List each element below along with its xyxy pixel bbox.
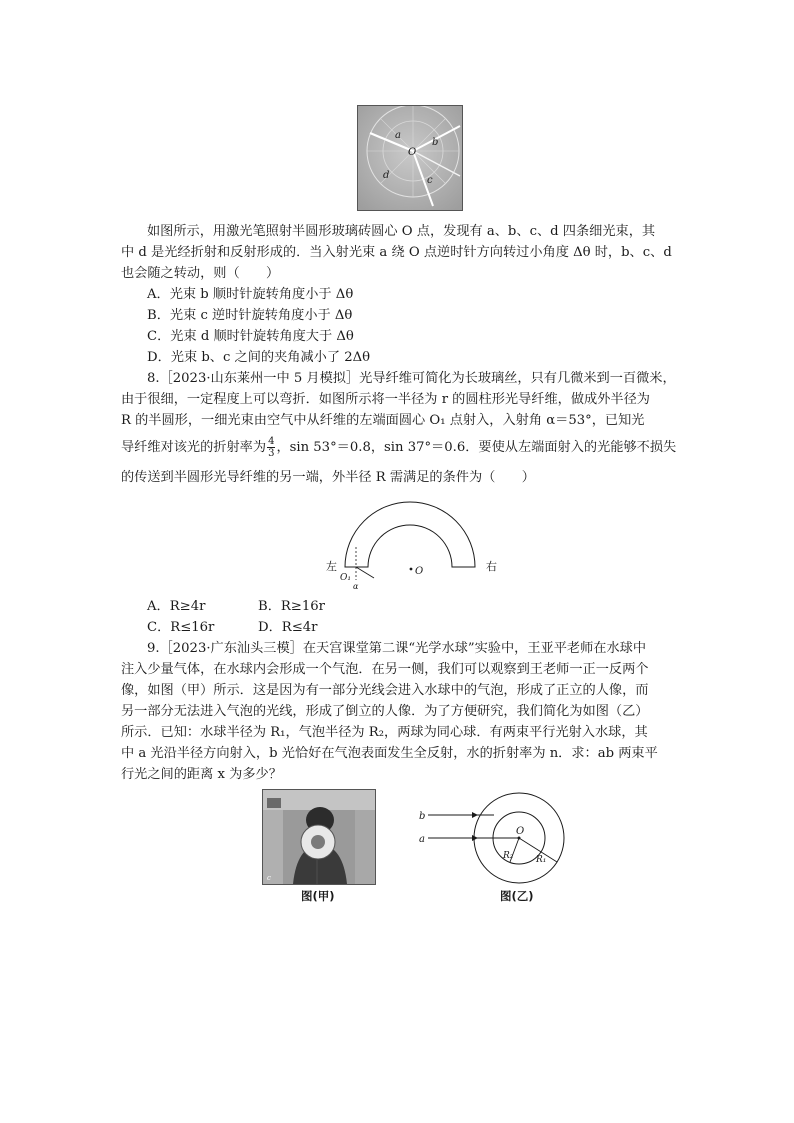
q9-figure-yi-svg bbox=[414, 792, 574, 884]
q8-stem-line-1: 8.［2023·山东莱州一中 5 月模拟］光导纤维可简化为长玻璃丝，只有几微米到一百微米， bbox=[147, 371, 676, 386]
q8-option-d: D．R≤4r bbox=[258, 620, 318, 635]
q9-stem-line-2: 注入少量气体，在水球内会形成一个气泡．在另一侧，我们可以观察到王老师一正一反两个 bbox=[121, 662, 649, 677]
q7-label-O: O bbox=[408, 147, 417, 158]
q7-figure-photo bbox=[357, 105, 463, 211]
q9-stem-line-4: 另一部分无法进入气泡的光线，形成了倒立的人像．为了方便研究，我们简化为如图（乙） bbox=[121, 704, 649, 719]
q7-option-d: D．光束 b、c 之间的夹角减小了 2Δθ bbox=[147, 350, 371, 365]
q9-stem-line-7: 行光之间的距离 x 为多少？ bbox=[121, 767, 282, 782]
q9-caption-jia: 图(甲) bbox=[301, 889, 335, 903]
q7-label-a: a bbox=[395, 130, 401, 141]
q9-label-R2: R₂ bbox=[503, 851, 514, 861]
q8-label-O1: O₁ bbox=[340, 573, 351, 583]
q9-stem-line-5: 所示．已知：水球半径为 R₁，气泡半径为 R₂，两球为同心球．有两束平行光射入水球，其 bbox=[121, 725, 648, 740]
q7-stem-line-3: 也会随之转动，则（ ） bbox=[121, 266, 280, 281]
q7-label-d: d bbox=[383, 170, 390, 181]
q9-photo-panel-left bbox=[263, 810, 283, 884]
q7-label-b: b bbox=[432, 137, 439, 148]
q8-figure-svg bbox=[310, 492, 510, 592]
q8-option-a: A．R≥4r bbox=[147, 599, 206, 614]
q9-stem-line-3: 像，如图（甲）所示．这是因为有一部分光线会进入水球中的气泡，形成了正立的人像，而 bbox=[121, 683, 649, 698]
q8-option-b: B．R≥16r bbox=[258, 599, 325, 614]
q7-stem-line-1: 如图所示，用激光笔照射半圆形玻璃砖圆心 O 点，发现有 a、b、c、d 四条细光束，其 bbox=[147, 224, 656, 239]
q8-stem-line-2: 由于很细，一定程度上可以弯折．如图所示将一半径为 r 的圆柱形光导纤维，做成外半径为 bbox=[121, 392, 650, 407]
q9-figure-jia-photo bbox=[262, 789, 376, 885]
q8-incident-ray bbox=[356, 567, 374, 578]
q7-label-c: c bbox=[427, 175, 433, 186]
q8-label-left: 左 bbox=[326, 560, 337, 573]
q8-label-alpha: α bbox=[353, 582, 359, 591]
q9-ray-a-arrow bbox=[472, 835, 478, 841]
q9-label-R1: R₁ bbox=[536, 855, 547, 865]
q8-stem-line-4a: 导纤维对该光的折射率为 bbox=[121, 440, 267, 455]
q9-photo-device bbox=[267, 798, 281, 808]
q7-option-c: C．光束 d 顺时针旋转角度大于 Δθ bbox=[147, 329, 354, 344]
q8-label-right: 右 bbox=[486, 560, 497, 573]
q7-stem-line-2: 中 d 是光经折射和反射形成的．当入射光束 a 绕 O 点逆时针方向转过小角度 Δθ 时，b、c、d bbox=[121, 245, 672, 260]
q8-stem-line-4b: ，sin 53°＝0.8，sin 37°＝0.6．要使从左端面射入的光能够不损失 bbox=[276, 440, 677, 455]
q9-photo-label-c: c bbox=[267, 874, 271, 882]
q7-figure-svg bbox=[358, 106, 462, 210]
q7-option-a: A．光束 b 顺时针旋转角度小于 Δθ bbox=[147, 287, 354, 302]
q9-caption-yi: 图(乙) bbox=[500, 889, 534, 903]
q8-stem-line-4 bbox=[121, 436, 676, 459]
q8-label-O: O bbox=[415, 566, 424, 577]
q9-label-a: a bbox=[419, 834, 425, 845]
q9-stem-line-6: 中 a 光沿半径方向射入，b 光恰好在气泡表面发生全反射，水的折射率为 n．求：ab 两束平 bbox=[121, 746, 658, 761]
q9-photo-svg bbox=[263, 790, 375, 884]
q8-fraction-numerator: 4 bbox=[268, 436, 275, 447]
q9-photo-bubble bbox=[311, 835, 325, 849]
q8-refractive-index-fraction bbox=[267, 436, 275, 459]
q9-stem-line-1: 9.［2023·广东汕头三模］在天宫课堂第二课“光学水球”实验中，王亚平老师在水球中 bbox=[147, 641, 647, 656]
q9-photo-panel-right bbox=[355, 810, 375, 884]
q8-option-c: C．R≤16r bbox=[147, 620, 215, 635]
q8-stem-line-5: 的传送到半圆形光导纤维的另一端，外半径 R 需满足的条件为（ ） bbox=[121, 470, 535, 485]
q8-center-dot bbox=[410, 568, 413, 571]
q9-label-O: O bbox=[516, 826, 525, 837]
q8-fraction-denominator: 3 bbox=[268, 448, 275, 459]
q8-fiber-semicircle bbox=[345, 502, 475, 567]
q7-option-b: B．光束 c 逆时针旋转角度小于 Δθ bbox=[147, 308, 353, 323]
q9-ray-b-arrow bbox=[472, 812, 478, 818]
q8-stem-line-3: R 的半圆形，一细光束由空气中从纤维的左端面圆心 O₁ 点射入，入射角 α＝53°，已知光 bbox=[121, 413, 645, 428]
q7-photo-background bbox=[358, 106, 462, 210]
q9-label-b: b bbox=[419, 811, 426, 822]
